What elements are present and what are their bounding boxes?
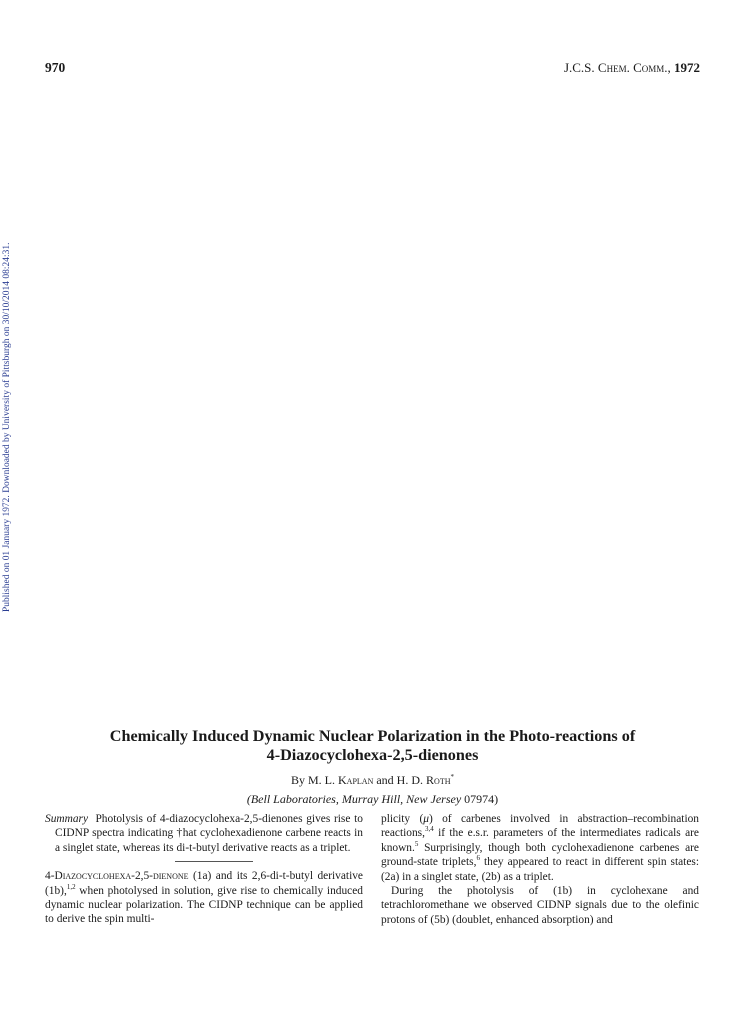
journal-name: J.C.S. Chem. Comm., — [563, 60, 671, 75]
summary-label: Summary — [45, 813, 89, 825]
intro-text-a: (1a) and its 2,6-di-t-butyl derivative (1b), — [45, 870, 363, 897]
author-line — [45, 773, 700, 788]
summary-divider — [175, 861, 253, 862]
title-line-1: Chemically Induced Dynamic Nuclear Polarization in the Photo-reactions of — [109, 727, 636, 745]
author-kaplan: Kaplan — [338, 773, 374, 787]
ref-3-4: 3,4 — [424, 825, 434, 834]
ref-5: 5 — [414, 840, 419, 849]
cont-text-a: plicity ( — [381, 813, 424, 825]
article-title — [45, 727, 700, 765]
cont-text-d: Surprisingly, though both cyclohexadienone carbenes are ground-state triplets, — [381, 841, 699, 869]
right-column — [381, 812, 699, 927]
left-column — [45, 812, 363, 927]
journal-year: 1972 — [674, 60, 700, 75]
cont-text-c: if the e.s.r. parameters of the intermediates radicals are known. — [381, 827, 699, 854]
compound-name: 4-Diazocyclohexa-2,5-dienone — [45, 870, 189, 883]
cont-text-b: ) of carbenes involved in abstraction–recombination reactions, — [381, 813, 699, 840]
summary-paragraph — [45, 812, 363, 855]
cont-text-e: they appeared to react in different spin states: (2a) in a singlet state, (2b) as a triplet. — [381, 856, 699, 883]
ref-1-2: 1,2 — [66, 882, 76, 891]
affiliation — [45, 792, 700, 807]
page-number: 970 — [45, 60, 66, 75]
and-text: and H. D. — [376, 773, 424, 787]
author-roth: Roth — [426, 773, 451, 787]
mu-symbol: μ — [423, 813, 429, 825]
download-notice[interactable]: Published on 01 January 1972. Downloaded by University of Pittsburgh on 30/10/2014 08:24:31. — [2, 242, 12, 612]
intro-text-b: when photolysed in solution, give rise to chemically induced dynamic nuclear polarization. The CIDNP technique can be applied to derive the spin multi- — [45, 884, 363, 926]
ref-6: 6 — [476, 854, 480, 863]
continuation-paragraph — [381, 812, 699, 884]
intro-paragraph — [45, 869, 363, 927]
by-text: By M. L. — [291, 773, 336, 787]
affiliation-text: (Bell Laboratories, Murray Hill, New Jersey — [246, 792, 462, 806]
title-line-2: 4-Diazocyclohexa-2,5-dienones — [266, 746, 479, 764]
affiliation-zip: 07974) — [464, 792, 499, 806]
journal-header — [564, 60, 700, 76]
corresponding-mark: * — [450, 773, 454, 781]
summary-text: Photolysis of 4-diazocyclohexa-2,5-dienones gives rise to CIDNP spectra indicating †hat cyclohexadienone carbene reacts in a singlet state, whereas its di-t-butyl derivative reacts as a triplet. — [55, 813, 363, 854]
photolysis-paragraph: During the photolysis of (1b) in cyclohexane and tetrachloromethane we observed CIDNP signals due to the olefinic protons of (5b) (doublet, enhanced absorption) and — [381, 885, 699, 926]
